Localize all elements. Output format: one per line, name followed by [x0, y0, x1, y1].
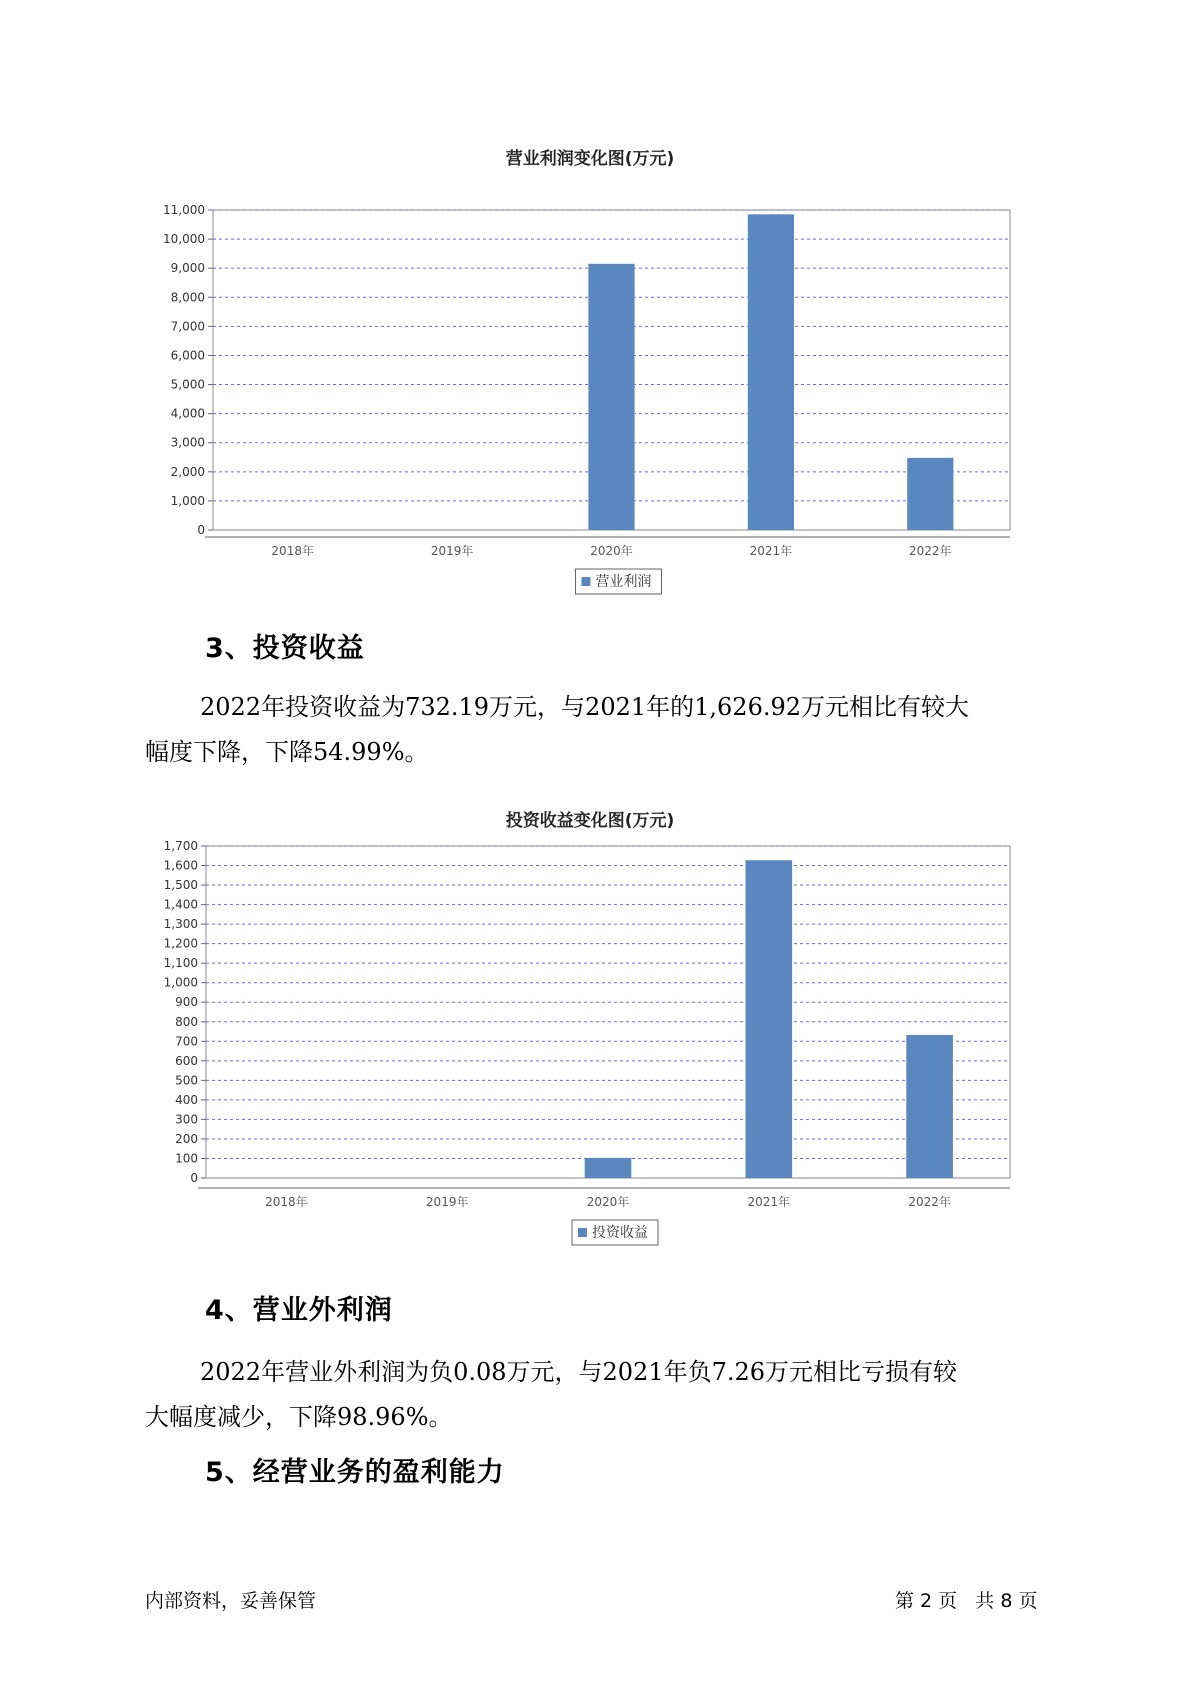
- section-4-heading: 4、营业外利润: [205, 1295, 393, 1326]
- y-tick-label: 9,000: [170, 261, 205, 276]
- y-tick-label: 5,000: [170, 377, 205, 392]
- bar: [748, 214, 794, 530]
- y-tick-label: 700: [175, 1034, 198, 1049]
- x-tick-label: 2021年: [749, 544, 793, 558]
- bar: [588, 264, 634, 530]
- legend-label: 投资收益: [592, 1225, 648, 1241]
- legend-label: 营业利润: [595, 574, 652, 590]
- y-tick-label: 600: [175, 1053, 198, 1068]
- y-tick-label: 0: [197, 523, 205, 537]
- investment-income-chart: [140, 802, 1040, 1242]
- y-tick-label: 1,200: [163, 936, 198, 951]
- y-tick-label: 900: [175, 995, 198, 1010]
- x-tick-label: 2021年: [747, 1195, 791, 1209]
- paragraph-line: 大幅度减少，下降98.96%。: [145, 1403, 453, 1431]
- paragraph-line: 2022年投资收益为732.19万元，与2021年的1,626.92万元相比有较大: [200, 693, 970, 721]
- bar: [907, 458, 953, 530]
- x-tick-label: 2019年: [430, 544, 474, 558]
- y-tick-label: 7,000: [170, 319, 205, 334]
- y-tick-label: 6,000: [170, 348, 205, 363]
- section-3-heading: 3、投资收益: [205, 633, 365, 664]
- y-tick-label: 1,500: [163, 878, 198, 893]
- section-4-paragraph: [145, 1350, 1045, 1440]
- y-tick-label: 1,000: [170, 493, 205, 508]
- chart-svg: [140, 838, 1040, 1248]
- y-tick-label: 800: [175, 1014, 198, 1029]
- y-tick-label: 1,300: [163, 917, 198, 932]
- y-tick-label: 500: [175, 1073, 198, 1088]
- y-tick-label: 1,000: [163, 975, 198, 990]
- paragraph-line: 2022年营业外利润为负0.08万元，与2021年负7.26万元相比亏损有较: [200, 1358, 958, 1386]
- y-tick-label: 8,000: [170, 290, 205, 305]
- page-number: 第 2 页 共 8 页: [895, 1590, 1038, 1612]
- y-tick-label: 1,100: [163, 956, 198, 971]
- bar: [745, 860, 792, 1178]
- legend-swatch: [578, 1228, 587, 1237]
- y-tick-label: 400: [175, 1092, 198, 1107]
- y-tick-label: 11,000: [163, 203, 205, 217]
- paragraph-line: 幅度下降，下降54.99%。: [145, 738, 429, 766]
- y-tick-label: 1,700: [163, 839, 198, 853]
- x-tick-label: 2022年: [908, 1195, 951, 1209]
- y-tick-label: 200: [175, 1131, 198, 1146]
- chart-svg: [140, 180, 1040, 590]
- y-tick-label: 4,000: [170, 406, 205, 421]
- legend-swatch: [582, 577, 591, 586]
- chart-title: 营业利润变化图(万元): [505, 149, 675, 169]
- x-tick-label: 2019年: [425, 1195, 469, 1209]
- footer-confidential: 内部资料，妥善保管: [145, 1590, 317, 1612]
- bar: [585, 1158, 632, 1178]
- y-tick-label: 300: [175, 1112, 198, 1127]
- x-tick-label: 2022年: [909, 544, 952, 558]
- y-tick-label: 1,600: [163, 858, 198, 873]
- plot-area: [206, 846, 1010, 1178]
- y-tick-label: 3,000: [170, 435, 205, 450]
- x-tick-label: 2018年: [271, 544, 314, 558]
- operating-profit-chart: [140, 140, 1040, 590]
- section-3-paragraph: [145, 685, 1045, 775]
- x-tick-label: 2020年: [586, 1195, 630, 1209]
- y-tick-label: 10,000: [163, 232, 205, 247]
- y-tick-label: 0: [190, 1171, 198, 1185]
- x-tick-label: 2018年: [265, 1195, 308, 1209]
- bar: [906, 1035, 953, 1178]
- chart-title: 投资收益变化图(万元): [505, 811, 675, 831]
- x-tick-label: 2020年: [590, 544, 633, 558]
- y-tick-label: 100: [175, 1151, 198, 1166]
- y-tick-label: 2,000: [170, 464, 205, 479]
- section-5-heading: 5、经营业务的盈利能力: [205, 1457, 505, 1488]
- y-tick-label: 1,400: [163, 897, 198, 912]
